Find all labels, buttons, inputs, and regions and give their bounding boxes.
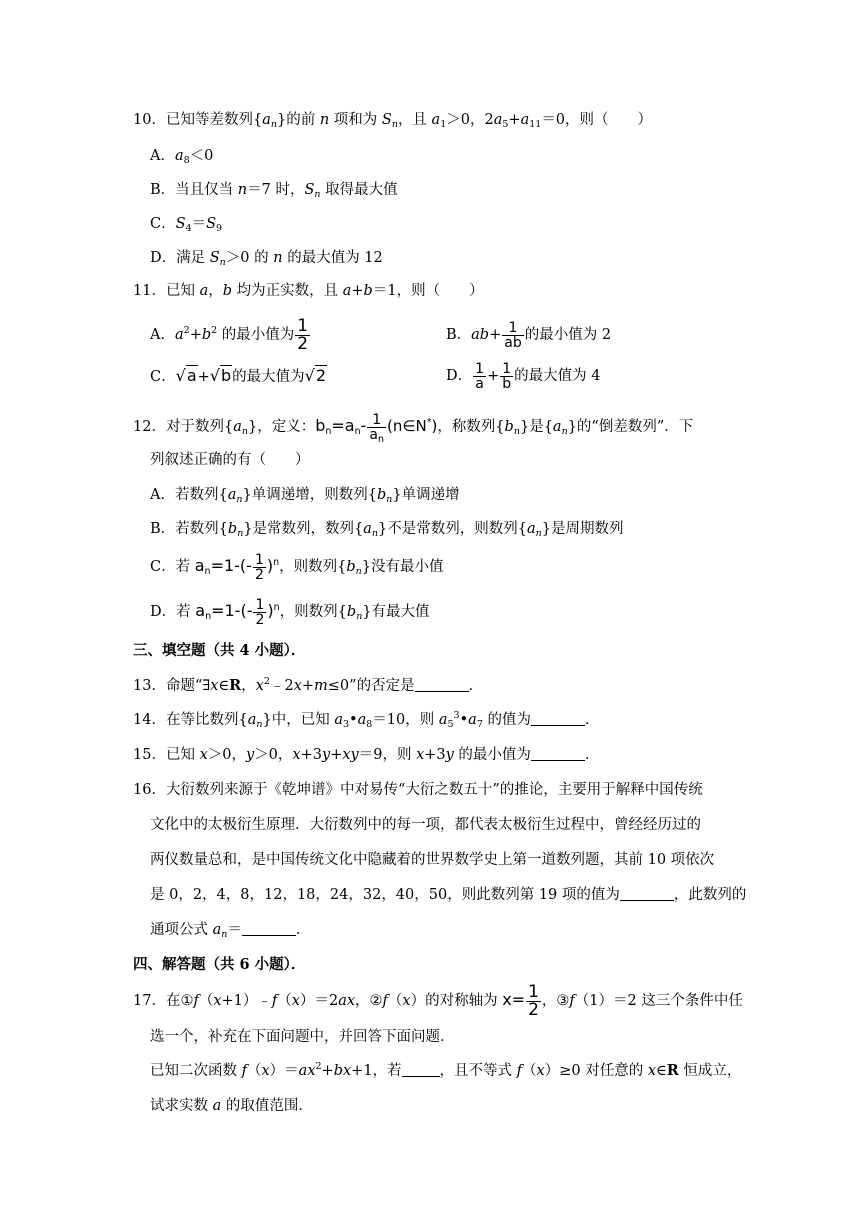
q13: 13．命题“∃x∈R，$x^2﹣2x+m\le 0$”的否定是 ． [133, 676, 484, 694]
q12-option-c: C．若 $a_n=1-(-$ $\frac{1}{2}$ )$^n$，则数列$\{b_n\}$没有最小值 [150, 551, 444, 583]
q17-line4: 试求实数 a 的取值范围． [150, 1098, 313, 1114]
section-answer-heading: 四、解答题（共 6 小题）． [133, 956, 306, 973]
q16-line1: 16．大衍数列来源于《乾坤谱》中对易传“大衍之数五十”的推论，主要用于解释中国传统 [133, 782, 703, 798]
q15: 15．已知 x＞0，y＞0，x+3y+xy＝9，则 x+3y 的最小值为 ． [133, 747, 600, 763]
q11-option-d: D． $\frac{1}{a}$ + $\frac{1}{b}$ 的最大值为 4 [446, 360, 601, 392]
q10-option-c: C．$S_4=S_9$ [150, 216, 223, 234]
q12-stem: 12．对于数列$\{a_n\}$，定义：$b_n=a_n-$ $\frac{1}{a_n}$ (n∈N*)，称数列$\{b_n\}$是$\{a_n\}$的“倒差数列”．下 [133, 411, 694, 445]
q16-line5: 通项公式 $a_n=$ ． [150, 922, 311, 940]
q11-option-c: C．√a+√b的最大值为√2 [150, 366, 327, 385]
q10-stem: 10．已知等差数列$\{a_n\}$的前 n 项和为 $S_n$，且 $a_1>0$，$2a_5+a_{11}=0$，则（ ） [133, 112, 653, 130]
q10-option-d: D．满足 $S_n>0$ 的 n 的最大值为 12 [150, 250, 383, 268]
q14: 14．在等比数列$\{a_n\}$中，已知 $a_3•a_8=10$，则 $a_5^3•a_7$ 的值为 ． [133, 710, 600, 730]
q16-line4: 是 0，2，4，8，12，18，24，32，40，50，则此数列第 19 项的值为 ，此数列的 [150, 887, 747, 903]
q11-option-b: B．ab+ $\frac{1}{ab}$ 的最小值为 2 [446, 319, 612, 351]
section-fill-in-heading: 三、填空题（共 4 小题）． [133, 642, 306, 659]
q12-stem-line2: 列叙述正确的有（ ） [150, 452, 310, 468]
q17-line2: 选一个，补充在下面问题中，并回答下面问题． [150, 1029, 455, 1045]
q17-line1: 17．在①f（x+1）﹣f（x）＝2ax，②f（x）的对称轴为 x= $\frac{1}{2}$ ，③f（1）＝2 这三个条件中任 [133, 981, 743, 1020]
q17-line3: 已知二次函数 $f(x)=ax^2+bx+1$，若 ，且不等式 f（x）≥0 对任意的 x∈R 恒成立， [150, 1061, 742, 1079]
q12-option-a: A．若数列$\{a_n\}$单调递增，则数列$\{b_n\}$单调递增 [150, 487, 460, 505]
q12-option-b: B．若数列$\{b_n\}$是常数列，数列$\{a_n\}$不是常数列，则数列$\{a_n\}$是周期数列 [150, 521, 624, 539]
q10-option-b: B．当且仅当 n＝7 时，$S_n$ 取得最大值 [150, 182, 398, 200]
q16-line2: 文化中的太极衍生原理．大衍数列中的每一项，都代表太极衍生过程中，曾经经历过的 [150, 817, 701, 833]
q12-option-d: D．若 $a_n=1-(-$ $\frac{1}{2}$ )$^n$，则数列$\{b_n\}$有最大值 [150, 596, 430, 628]
q11-option-a: A．$a^2+b^2$ 的最小值为 $\frac{1}{2}$ [150, 315, 309, 354]
q16-line3: 两仪数量总和，是中国传统文化中隐藏着的世界数学史上第一道数列题，其前 10 项依次 [150, 852, 715, 868]
q10-option-a: A．$a_8<0$ [150, 148, 214, 166]
q11-stem: 11．已知 a，b 均为正实数，且 a+b＝1，则（ ） [133, 283, 484, 299]
